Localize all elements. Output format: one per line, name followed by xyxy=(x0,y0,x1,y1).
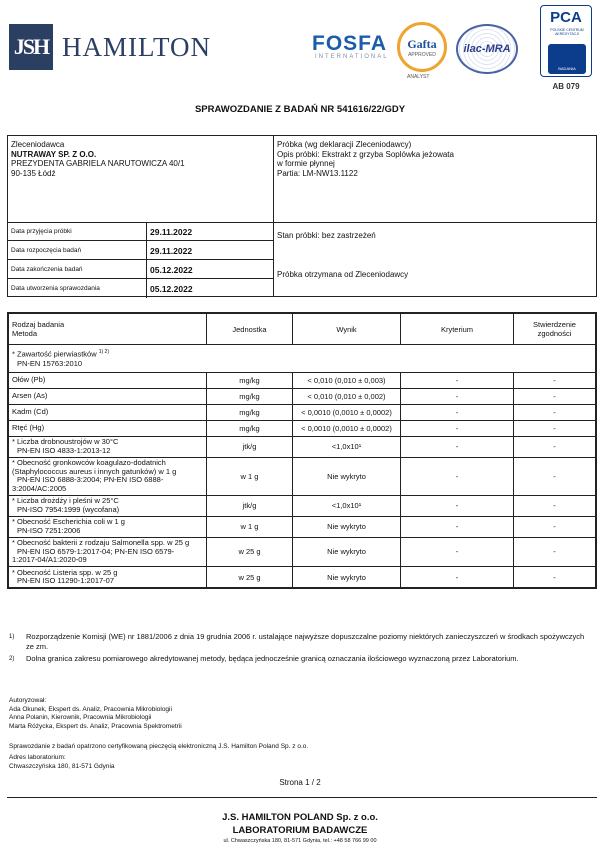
lab-address-block xyxy=(9,754,115,771)
results-table xyxy=(7,312,597,589)
test-result-cell: < 0,0010 (0,0010 ± 0,0002) xyxy=(293,404,401,420)
test-name-cell xyxy=(9,420,207,436)
test-result-cell: <1,0x10¹ xyxy=(293,495,401,516)
table-row xyxy=(9,420,596,436)
ilac-mra-logo: ilac-MRA xyxy=(456,24,518,74)
sample-description-cont: w formie płynnej xyxy=(277,159,335,168)
page-number: Strona 1 / 2 xyxy=(279,778,321,787)
header-result: Wynik xyxy=(293,314,401,345)
test-compliance-cell: - xyxy=(514,567,596,588)
footnote-text: Rozporządzenie Komisji (WE) nr 1881/2006 z dnia 19 grudnia 2006 r. ustalające najwyższe dopuszczalne poziomy niektórych zanieczyszczeń w środkach spożywczych ze zm. xyxy=(26,632,585,651)
test-unit-cell: w 25 g xyxy=(207,537,293,567)
test-result-cell: < 0,0010 (0,0010 ± 0,0002) xyxy=(293,420,401,436)
pca-logo-subtitle: POLSKIE CENTRUM AKREDYTACJI xyxy=(550,28,584,36)
test-name-line: Arsen (As) xyxy=(12,390,48,400)
test-name-line: (Staphylococcus aureus i innych gatunków) w 1 g xyxy=(12,466,177,476)
test-criterion-cell: - xyxy=(401,537,514,567)
test-result-cell: <1,0x10¹ xyxy=(293,436,401,457)
test-unit-cell: mg/kg xyxy=(207,372,293,388)
date-row xyxy=(8,260,273,279)
sample-block xyxy=(277,140,593,178)
client-name: NUTRAWAY SP. Z O.O. xyxy=(11,149,97,159)
test-result-cell: Nie wykryto xyxy=(293,537,401,567)
test-unit-cell: w 1 g xyxy=(207,516,293,537)
test-name-line: * Liczba drożdży i pleśni w 25°C xyxy=(12,496,119,505)
authorized-person: Ada Okunek, Ekspert ds. Analiz, Pracownia Mikrobiologii xyxy=(9,705,172,713)
test-name-line: PN-ISO 7251:2006 xyxy=(17,525,81,535)
test-name-cell xyxy=(9,404,207,420)
test-result-cell: < 0,010 (0,010 ± 0,003) xyxy=(293,372,401,388)
test-name-line: PN-ISO 7954:1999 (wycofana) xyxy=(17,504,120,514)
date-value: 05.12.2022 xyxy=(150,265,193,275)
pca-badania-badge: BADANIA xyxy=(548,44,586,74)
test-unit-cell: mg/kg xyxy=(207,404,293,420)
test-criterion-cell: - xyxy=(401,388,514,404)
test-name-line: Kadm (Cd) xyxy=(12,406,49,416)
test-name-line: Rtęć (Hg) xyxy=(12,422,45,432)
footnotes xyxy=(9,632,589,666)
table-row xyxy=(9,567,596,588)
date-row xyxy=(8,279,273,298)
test-criterion-cell: - xyxy=(401,567,514,588)
section-cell xyxy=(9,345,596,373)
test-name-line: * Liczba drobnoustrojów w 30°C xyxy=(12,437,119,446)
test-name-cell xyxy=(9,436,207,457)
report-header xyxy=(0,0,600,100)
test-name-line: 1:2017-04/A1:2020-09 xyxy=(12,555,87,564)
gafta-logo-approved: APPROVED xyxy=(408,51,436,58)
header-unit: Jednostka xyxy=(207,314,293,345)
client-city: 90-135 Łódź xyxy=(11,168,56,178)
sample-label: Próbka (wg deklaracji Zleceniodawcy) xyxy=(277,140,412,149)
fosfa-logo-sub: INTERNATIONAL xyxy=(315,54,389,60)
footnote-key: 2) xyxy=(9,656,15,662)
test-unit-cell: mg/kg xyxy=(207,420,293,436)
test-criterion-cell: - xyxy=(401,420,514,436)
test-name-line: 3:2004/AC:2005 xyxy=(12,483,67,493)
dates-block xyxy=(8,222,273,298)
client-block xyxy=(11,140,185,178)
test-compliance-cell: - xyxy=(514,537,596,567)
pca-accreditation-logo xyxy=(540,5,592,77)
footnote xyxy=(9,632,589,652)
info-divider-vertical xyxy=(273,136,274,296)
authorized-person: Anna Polanin, Kierownik, Pracownia Mikrobiologii xyxy=(9,714,152,721)
section-footnote-ref: 1) 2) xyxy=(98,349,109,355)
signature-note: Sprawozdanie z badań opatrzono certyfikowaną pieczęcią elektroniczną J.S. Hamilton Poland Sp. z o.o. xyxy=(9,743,309,750)
test-name-line: * Obecność bakterii z rodzaju Salmonella spp. w 25 g xyxy=(12,538,190,547)
date-value: 05.12.2022 xyxy=(150,284,193,294)
test-result-cell: < 0,010 (0,010 ± 0,002) xyxy=(293,388,401,404)
date-row xyxy=(8,241,273,260)
test-compliance-cell: - xyxy=(514,420,596,436)
test-unit-cell: jtk/g xyxy=(207,436,293,457)
date-label: Data zakończenia badań xyxy=(11,266,83,273)
header-compliance: Stwierdzenie zgodności xyxy=(514,314,596,345)
test-criterion-cell: - xyxy=(401,436,514,457)
table-row xyxy=(9,388,596,404)
test-name-line: PN-EN ISO 6888-3:2004; PN-EN ISO 6888- xyxy=(17,475,164,484)
footnote-key: 1) xyxy=(9,634,15,640)
footnote xyxy=(9,654,589,664)
test-criterion-cell: - xyxy=(401,516,514,537)
test-result-cell: Nie wykryto xyxy=(293,567,401,588)
test-name-line: * Obecność Listeria spp. w 25 g xyxy=(12,567,118,577)
test-name-cell xyxy=(9,457,207,495)
test-name-cell xyxy=(9,567,207,588)
lab-address-value: Chwaszczyńska 180, 81-571 Gdynia xyxy=(9,762,115,770)
gafta-logo-text: Gafta xyxy=(407,36,437,51)
fosfa-logo: FOSFA xyxy=(312,32,388,55)
test-compliance-cell: - xyxy=(514,516,596,537)
section-name: * Zawartość pierwiastków xyxy=(12,349,97,359)
test-name-line: PN-EN ISO 6579-1:2017-04; PN-EN ISO 6579- xyxy=(17,546,175,556)
report-info-box xyxy=(7,135,597,297)
footer-address: ul. Chwaszczyńska 180, 81-571 Gdynia, tel.: +48 58 766 99 00 xyxy=(223,838,377,844)
footnote-text: Dolna granica zakresu pomiarowego akredytowanej metody, będąca jednocześnie granicą oznaczania ilościowego wyznaczoną przez Laboratorium. xyxy=(26,654,519,663)
table-row xyxy=(9,457,596,495)
gafta-logo xyxy=(397,22,447,72)
gafta-analyst-label: ANALYST xyxy=(407,74,430,80)
table-row xyxy=(9,495,596,516)
table-row xyxy=(9,372,596,388)
table-row xyxy=(9,537,596,567)
footer-divider xyxy=(7,797,597,798)
test-compliance-cell: - xyxy=(514,436,596,457)
pca-logo-text: PCA xyxy=(550,9,582,26)
date-value: 29.11.2022 xyxy=(150,227,193,237)
table-row xyxy=(9,404,596,420)
test-name-cell xyxy=(9,537,207,567)
footer-company: J.S. HAMILTON POLAND Sp. z o.o. xyxy=(222,812,378,823)
test-compliance-cell: - xyxy=(514,404,596,420)
sample-description: Opis próbki: Ekstrakt z grzyba Soplówka jeżowata xyxy=(277,149,454,159)
accreditation-number: AB 079 xyxy=(552,82,580,91)
test-unit-cell: jtk/g xyxy=(207,495,293,516)
authorized-person: Marta Różycka, Ekspert ds. Analiz, Pracownia Spektrometrii xyxy=(9,722,182,730)
date-label: Data utworzenia sprawozdania xyxy=(11,285,100,292)
date-label: Data rozpoczęcia badań xyxy=(11,247,82,254)
test-name-cell xyxy=(9,516,207,537)
test-unit-cell: w 25 g xyxy=(207,567,293,588)
sample-condition: Stan próbki: bez zastrzeżeń xyxy=(277,231,376,240)
test-criterion-cell: - xyxy=(401,495,514,516)
test-compliance-cell: - xyxy=(514,457,596,495)
results-header-row xyxy=(9,314,596,345)
footer-lab: LABORATORIUM BADAWCZE xyxy=(232,825,368,836)
test-name-cell xyxy=(9,495,207,516)
client-label: Zleceniodawca xyxy=(11,140,65,149)
authorized-label: Autoryzował: xyxy=(9,697,47,704)
section-method: PN-EN 15763:2010 xyxy=(17,358,83,368)
test-unit-cell: mg/kg xyxy=(207,388,293,404)
test-result-cell: Nie wykryto xyxy=(293,457,401,495)
hamilton-logo-mark: JSH xyxy=(9,24,53,70)
header-test-type: Rodzaj badania Metoda xyxy=(9,314,207,345)
sample-origin: Próbka otrzymana od Zleceniodawcy xyxy=(277,270,409,279)
test-name-line: PN-EN ISO 4833-1:2013-12 xyxy=(17,445,111,455)
authorized-block xyxy=(9,697,182,731)
test-name-line: Ołów (Pb) xyxy=(12,374,46,384)
test-compliance-cell: - xyxy=(514,388,596,404)
test-name-line: PN-EN ISO 11290-1:2017-07 xyxy=(17,576,114,585)
date-label: Data przyjęcia próbki xyxy=(11,228,72,235)
date-value: 29.11.2022 xyxy=(150,246,193,256)
table-row xyxy=(9,516,596,537)
test-name-line: * Obecność Escherichia coli w 1 g xyxy=(12,517,125,526)
lab-address-label: Adres laboratorium: xyxy=(9,754,66,761)
test-unit-cell: w 1 g xyxy=(207,457,293,495)
test-name-line: * Obecność gronkowców koagulazo-dodatnich xyxy=(12,458,166,467)
test-name-cell xyxy=(9,388,207,404)
test-criterion-cell: - xyxy=(401,372,514,388)
table-row xyxy=(9,436,596,457)
hamilton-logo-text: HAMILTON xyxy=(62,32,212,62)
test-criterion-cell: - xyxy=(401,457,514,495)
date-row xyxy=(8,222,273,241)
section-row xyxy=(9,345,596,373)
test-criterion-cell: - xyxy=(401,404,514,420)
report-title: SPRAWOZDANIE Z BADAŃ NR 541616/22/GDY xyxy=(194,104,406,115)
test-result-cell: Nie wykryto xyxy=(293,516,401,537)
test-name-cell xyxy=(9,372,207,388)
sample-batch: Partia: LM-NW13.1122 xyxy=(277,168,358,178)
test-compliance-cell: - xyxy=(514,495,596,516)
client-street: PREZYDENTA GABRIELA NARUTOWICZA 40/1 xyxy=(11,159,185,168)
test-compliance-cell: - xyxy=(514,372,596,388)
header-criterion: Kryterium xyxy=(401,314,514,345)
